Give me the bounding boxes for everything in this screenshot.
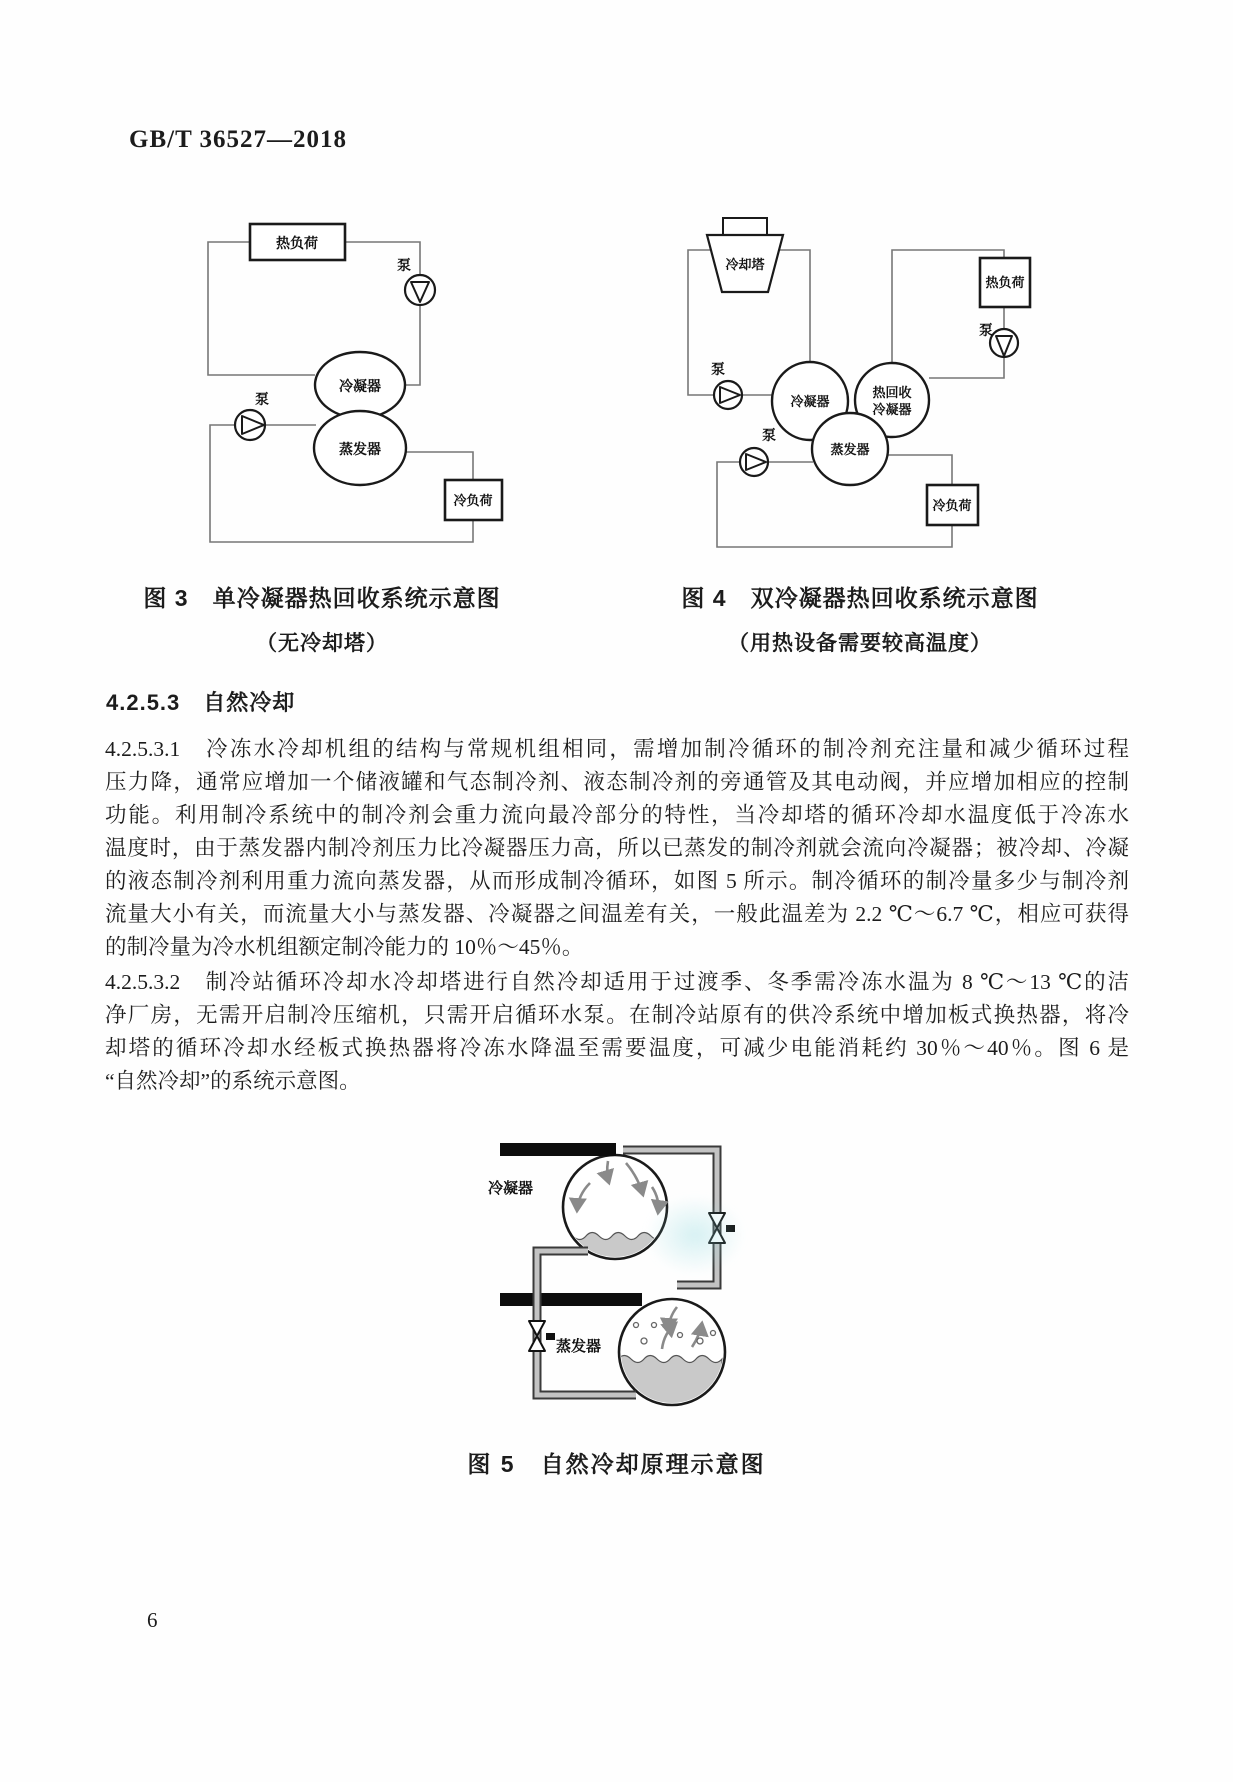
fig4-condenser-label: 冷凝器 bbox=[790, 394, 830, 409]
figure3-caption-title: 图 3 单冷凝器热回收系统示意图 bbox=[143, 585, 501, 611]
paragraph-4-2-5-3-1 bbox=[105, 733, 1129, 964]
text-line: 却塔的循环冷却水经板式换热器将冷冻水降温至需要温度，可减少电能消耗约 30％～40％。图 6 是 bbox=[105, 1036, 1129, 1060]
fig4-pump-left-label: 泵 bbox=[711, 361, 725, 377]
fig4-pump-right-label: 泵 bbox=[979, 322, 993, 338]
figure3-caption-sub: （无冷却塔） bbox=[256, 632, 388, 655]
figure4-caption-sub: （用热设备需要较高温度） bbox=[728, 632, 992, 655]
fig5-condenser-label: 冷凝器 bbox=[488, 1180, 534, 1197]
fig4-cooling-tower-label: 冷却塔 bbox=[725, 257, 765, 272]
figure5-caption: 图 5 自然冷却原理示意图 bbox=[467, 1451, 766, 1477]
fig3-cold-load-label: 冷负荷 bbox=[453, 493, 493, 508]
fig3-pump-left-label: 泵 bbox=[255, 391, 269, 407]
fig4-cooling-tower bbox=[707, 218, 783, 292]
text-line: 4.2.5.3.2 制冷站循环冷却水冷却塔进行自然冷却适用于过渡季、冬季需冷冻水温为 8 ℃～13 ℃的洁 bbox=[105, 970, 1129, 994]
fig4-evaporator-label: 蒸发器 bbox=[830, 442, 870, 457]
figure4-caption bbox=[655, 580, 1065, 657]
fig4-wire-tower-condenser bbox=[776, 250, 810, 362]
fig3-wire-cold-loop-right bbox=[406, 452, 473, 480]
text-line: 温度时，由于蒸发器内制冷剂压力比冷凝器压力高，所以已蒸发的制冷剂就会流向冷凝器；被冷却、冷凝 bbox=[105, 836, 1129, 860]
fig5-evaporator-label: 蒸发器 bbox=[556, 1338, 602, 1355]
fig5-top-pipe-bar bbox=[500, 1143, 616, 1156]
fig4-pump-mid-label: 泵 bbox=[762, 427, 776, 443]
section-heading: 4.2.5.3 自然冷却 bbox=[106, 690, 296, 715]
figure4-caption-title: 图 4 双冷凝器热回收系统示意图 bbox=[681, 585, 1039, 611]
text-line: 流量大小有关，而流量大小与蒸发器、冷凝器之间温差有关，一般此温差为 2.2 ℃～6.7 ℃，相应可获得 bbox=[105, 902, 1129, 926]
fig3-pump-top-icon bbox=[405, 275, 435, 305]
fig3-condenser-label: 冷凝器 bbox=[339, 378, 381, 394]
fig4-wire-pump3-hr bbox=[929, 357, 1004, 378]
page-number: 6 bbox=[147, 1608, 158, 1632]
fig5-bottom-pipe-bar bbox=[500, 1293, 642, 1306]
figure5-diagram bbox=[430, 1135, 750, 1430]
fig3-pump-top-label: 泵 bbox=[397, 257, 411, 273]
text-line: 的液态制冷剂利用重力流向蒸发器，从而形成制冷循环，如图 5 所示。制冷循环的制冷量多少与制冷剂 bbox=[105, 869, 1129, 893]
text-line: 的制冷量为冷水机组额定制冷能力的 10％～45％。 bbox=[105, 935, 584, 959]
fig3-heat-load-label: 热负荷 bbox=[276, 235, 318, 251]
fig4-heat-load-label: 热负荷 bbox=[985, 275, 1025, 290]
text-line: “自然冷却”的系统示意图。 bbox=[105, 1069, 361, 1093]
figure3-diagram bbox=[175, 190, 525, 555]
fig4-wire-evap-coldload bbox=[887, 455, 952, 485]
text-line: 压力降，通常应增加一个储液罐和气态制冷剂、液态制冷剂的旁通管及其电动阀，并应增加相应的控制 bbox=[105, 770, 1129, 794]
paragraph-4-2-5-3-2 bbox=[105, 966, 1129, 1098]
fig3-pump-left-icon bbox=[235, 410, 265, 440]
standard-number: GB/T 36527—2018 bbox=[129, 126, 348, 153]
text-line: 净厂房，无需开启制冷压缩机，只需开启循环水泵。在制冷站原有的供冷系统中增加板式换热器，将冷 bbox=[105, 1003, 1129, 1027]
fig4-cold-load-label: 冷负荷 bbox=[932, 498, 972, 513]
figure4-diagram bbox=[615, 190, 1035, 565]
fig3-wire-heat-loop-left bbox=[208, 242, 315, 375]
fig4-hr-condenser-label-line1: 热回收 bbox=[872, 385, 912, 400]
fig3-wire-heat-loop-right-bottom bbox=[405, 305, 420, 385]
fig4-pump-mid-icon bbox=[740, 448, 768, 476]
fig5-left-pipe bbox=[537, 1251, 636, 1395]
fig4-pump-right-icon bbox=[990, 329, 1018, 357]
fig4-hr-condenser-label-line2: 冷凝器 bbox=[872, 402, 912, 417]
figure3-caption bbox=[122, 580, 522, 657]
text-line: 功能。利用制冷系统中的制冷剂会重力流向最冷部分的特性，当冷却塔的循环冷却水温度低于冷冻水 bbox=[105, 803, 1129, 827]
text-line: 4.2.5.3.1 冷冻水冷却机组的结构与常规机组相同，需增加制冷循环的制冷剂充注量和减少循环过程 bbox=[105, 737, 1129, 761]
fig3-evaporator-label: 蒸发器 bbox=[339, 441, 381, 457]
fig4-pump-left-icon bbox=[714, 381, 742, 409]
